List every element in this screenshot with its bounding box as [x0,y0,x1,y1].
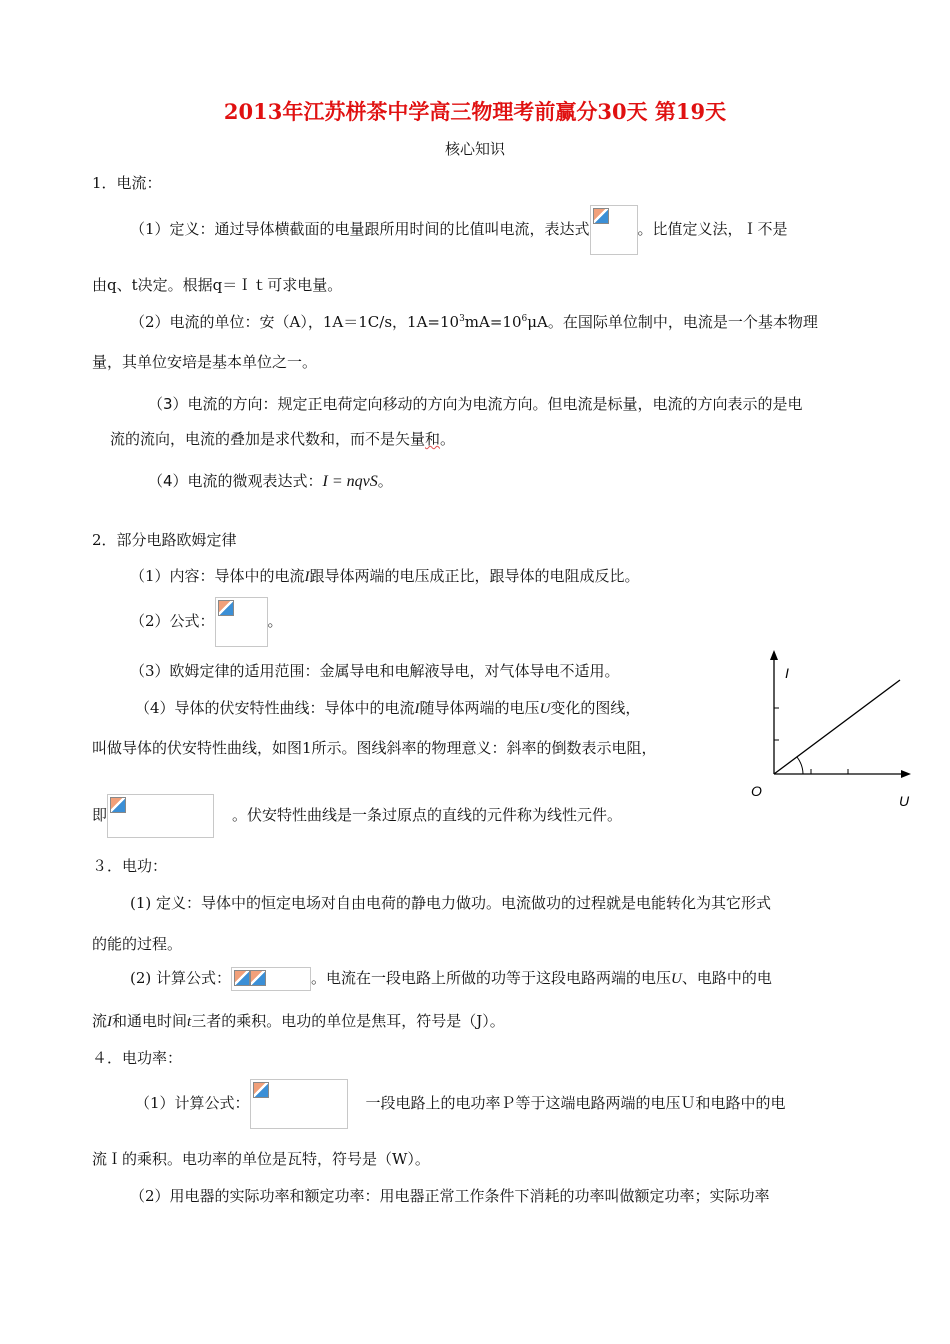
s4-p1-line1 [135,1078,786,1128]
s4-p1-text-a: （1）计算公式： [135,1094,250,1112]
s3-p2-line1 [130,965,772,991]
s1-p4-text-b: 。 [377,472,393,490]
s3-p2-text-e: 和通电时间 [112,1012,188,1030]
s1-p4-line [148,470,393,491]
image-placeholder-icon [234,970,250,986]
s3-p2-var2: I [107,1014,113,1030]
s1-p1-line1 [130,204,788,254]
s2-p4-var2: U [539,701,551,717]
image-placeholder-icon [250,970,266,986]
s1-p2-line1 [130,311,818,332]
s2-p4-line3 [92,793,622,837]
s1-p2-text-a: （2）电流的单位：安（A），1A＝1C/s，1A=10 [130,313,460,331]
s1-p1-text-b: 。比值定义法，Ｉ不是 [637,220,788,238]
section-subtitle: 核心知识 [444,140,505,158]
s2-p2-text-b: 。 [267,612,283,630]
s3-p2-var1: U [671,971,682,987]
s2-p4-text-c: 变化的图线， [550,699,641,717]
s4-p2-line: （2）用电器的实际功率和额定功率：用电器正常工作条件下消耗的功率叫做额定功率；实际功率 [130,1187,770,1205]
s1-p2-text-c: μA。在国际单位制中，电流是一个基本物理 [527,313,818,331]
x-axis-arrow-icon [901,770,911,778]
s4-p1-text-b: 一段电路上的电功率Ｐ等于这端电路两端的电压Ｕ和电路中的电 [365,1094,786,1112]
s1-p2-line2: 量，其单位安培是基本单位之一。 [92,353,318,371]
image-placeholder-icon [593,208,609,224]
s3-p2-text-d: 流 [92,1012,108,1030]
graph-y-label: I [785,665,789,681]
s1-p3-text-b2: 和 [425,430,441,448]
page-title: 2013年江苏栟茶中学高三物理考前赢分30天 第19天 [223,99,727,124]
s1-p2-exp1: 3 [459,314,465,324]
s1-p4-text-a: （4）电流的微观表达式： [148,472,323,490]
s1-p2-exp2: 6 [521,314,528,324]
iu-characteristic-graph [745,650,915,815]
s1-p3-text-b1: 流的流向，电流的叠加是求代数和，而不是矢量 [110,430,426,448]
s3-p1-line1: (1) 定义：导体中的恒定电场对自由电荷的静电力做功。电流做功的过程就是电能转化为其它形式 [130,894,772,912]
y-axis-arrow-icon [770,650,778,660]
s3-p2-text-f: 三者的乘积。电功的单位是焦耳，符号是（J）。 [191,1012,505,1030]
graph-x-label: U [899,793,910,809]
s1-heading: 1．电流： [92,174,162,192]
s3-p2-var3: t [187,1014,192,1030]
image-placeholder-icon [253,1082,269,1098]
image-placeholder-icon [110,797,126,813]
s2-p4-text-a: （4）导体的伏安特性曲线：导体中的电流 [135,699,415,717]
s3-p2-line2 [92,1010,505,1031]
image-placeholder-icon [218,600,234,616]
s1-p1-line2: 由q、t决定。根据q＝Ｉｔ可求电量。 [92,276,343,294]
s2-p2-line [130,596,283,646]
s1-p2-text-b: mA=10 [464,313,522,331]
s2-heading: 2．部分电路欧姆定律 [92,531,237,549]
s3-p2-text-c: 、电路中的电 [681,969,772,987]
s2-p1-text-b: 跟导体两端的电压成正比，跟导体的电阻成反比。 [309,567,640,585]
s2-p4-text-e: 即 [92,806,108,824]
s3-heading: ３．电功： [92,857,168,875]
s4-heading: ４．电功率： [92,1049,183,1067]
s1-p1-text-a: （1）定义：通过导体横截面的电量跟所用时间的比值叫电流，表达式 [130,220,590,238]
s2-p1-line [130,565,640,586]
s2-p2-text-a: （2）公式： [130,612,215,630]
graph-origin-label: O [751,783,762,799]
s3-p2-text-b: 。电流在一段电路上所做的功等于这段电路两端的电压 [311,969,672,987]
formula-image-electric-work [231,967,311,991]
s2-p4-var1: I [414,701,420,717]
formula-image-current-definition [590,205,638,255]
s3-p2-text-a: (2) 计算公式： [130,969,232,987]
s1-p3-line1: （3）电流的方向：规定正电荷定向移动的方向为电流方向。但电流是标量，电流的方向表示的是电 [148,395,803,413]
s2-p4-text-f: 。伏安特性曲线是一条过原点的直线的元件称为线性元件。 [232,806,623,824]
s3-p1-line2: 的能的过程。 [92,935,183,953]
formula-image-resistance [107,794,214,838]
formula-image-ohms-law [215,597,268,647]
s2-p1-var: I [304,569,310,585]
s1-p3-text-b3: 。 [440,430,456,448]
characteristic-line [774,680,900,774]
s2-p3-line: （3）欧姆定律的适用范围：金属导电和电解液导电，对气体导电不适用。 [130,662,620,680]
s2-p4-text-b: 随导体两端的电压 [419,699,540,717]
s2-p4-line1 [135,697,640,718]
angle-arc [797,757,803,774]
s2-p1-text-a: （1）内容：导体中的电流 [130,567,305,585]
s4-p1-line2: 流Ｉ的乘积。电功率的单位是瓦特，符号是（W）。 [92,1150,430,1168]
s1-p3-line2 [110,428,455,449]
micro-current-formula: I = nqvS [322,473,378,490]
formula-image-electric-power [250,1079,348,1129]
s2-p4-line2: 叫做导体的伏安特性曲线，如图1所示。图线斜率的物理意义：斜率的倒数表示电阻， [92,739,657,757]
